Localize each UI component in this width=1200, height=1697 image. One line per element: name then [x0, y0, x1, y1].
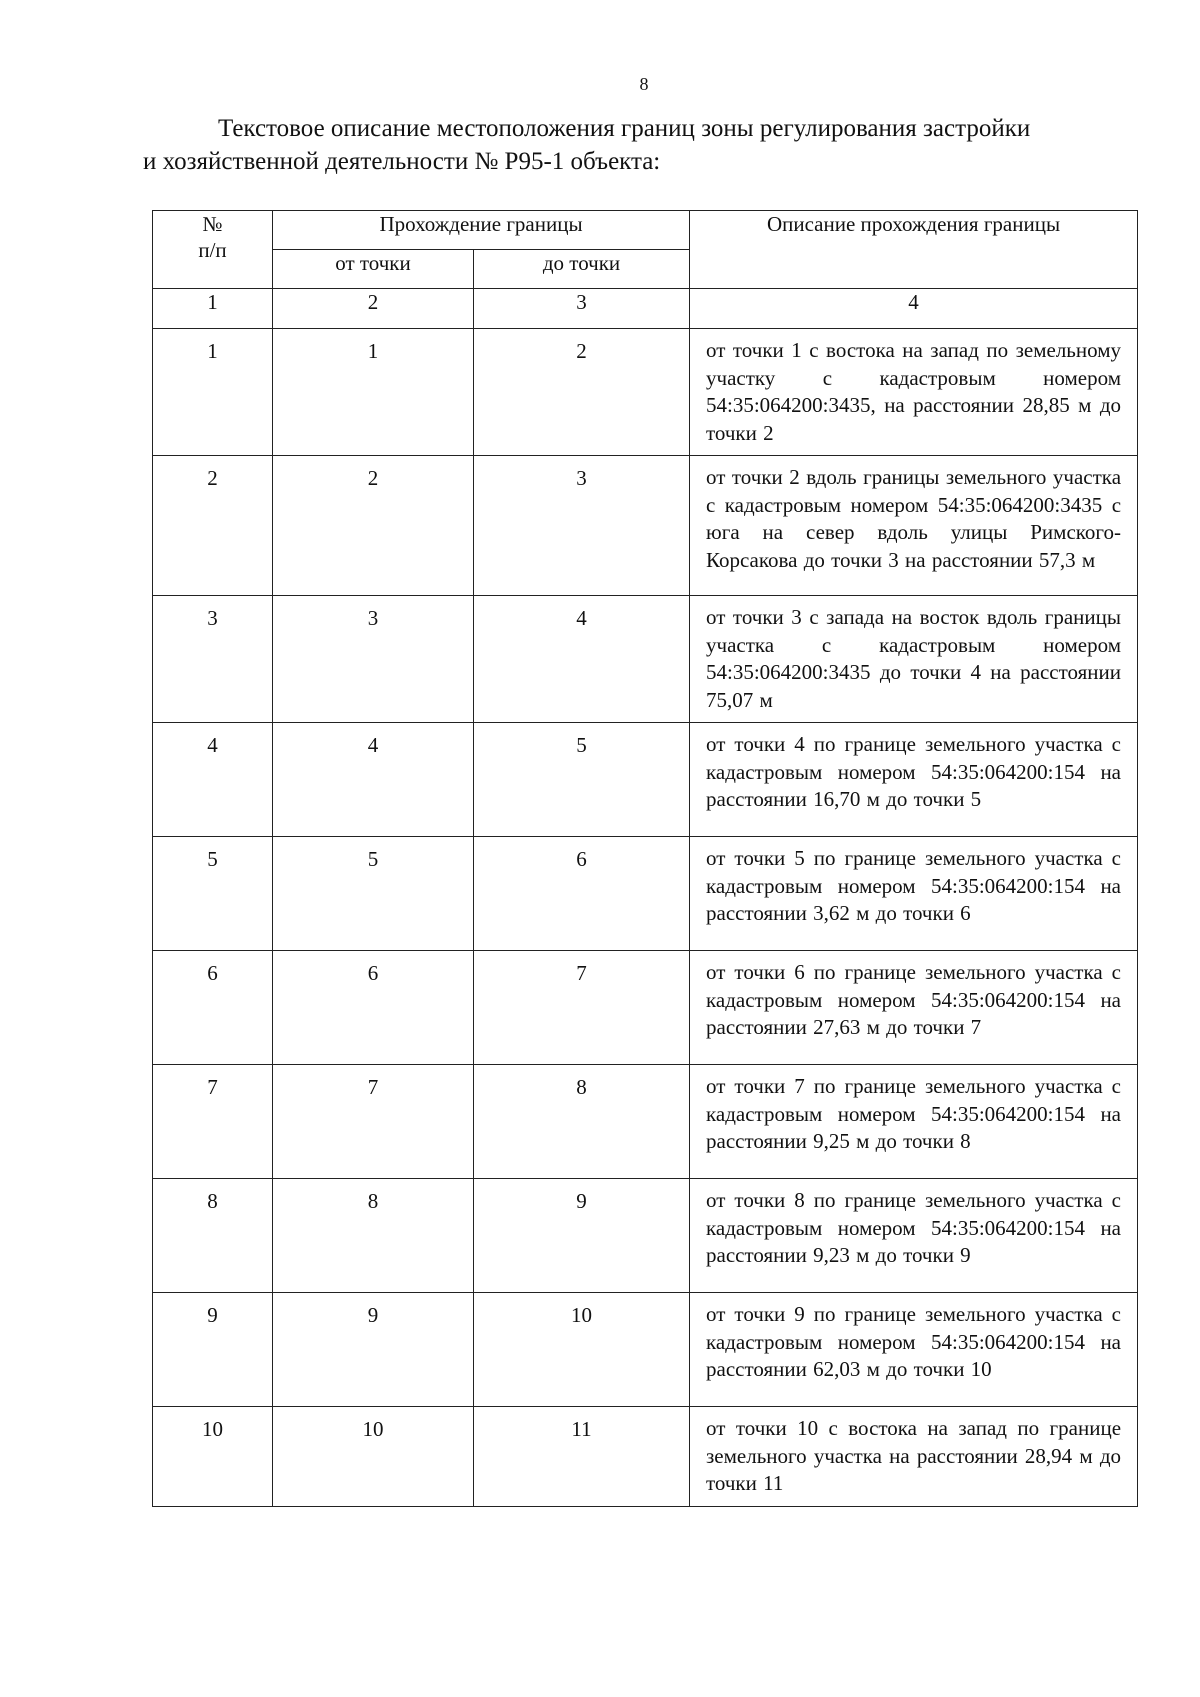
row-number-cell: 5 — [153, 837, 273, 951]
row-number-cell: 1 — [153, 329, 273, 456]
row-number-cell: 6 — [153, 951, 273, 1065]
from-point-cell: 1 — [273, 329, 474, 456]
header-boundary-passage: Прохождение границы — [273, 211, 690, 250]
description-cell: от точки 4 по границе земельного участка с кадастровым номером 54:35:064200:154 на расстоянии 16,70 м до точки 5 — [690, 723, 1138, 837]
to-point-cell: 6 — [474, 837, 690, 951]
table-row — [153, 1293, 1138, 1407]
column-number-cell: 3 — [474, 289, 690, 329]
to-point-cell: 4 — [474, 596, 690, 723]
description-cell: от точки 3 с запада на восток вдоль границы участка с кадастровым номером 54:35:064200:3435 до точки 4 на расстоянии 75,07 м — [690, 596, 1138, 723]
row-number-cell: 8 — [153, 1179, 273, 1293]
to-point-cell: 9 — [474, 1179, 690, 1293]
header-to-point: до точки — [474, 250, 690, 289]
header-row-number — [153, 211, 273, 289]
from-point-cell: 7 — [273, 1065, 474, 1179]
table-row — [153, 837, 1138, 951]
to-point-cell: 7 — [474, 951, 690, 1065]
table-row — [153, 596, 1138, 723]
header-row-number-label: № п/п — [198, 212, 227, 262]
from-point-cell: 4 — [273, 723, 474, 837]
to-point-cell: 5 — [474, 723, 690, 837]
row-number-cell: 7 — [153, 1065, 273, 1179]
table-row — [153, 456, 1138, 596]
to-point-cell: 10 — [474, 1293, 690, 1407]
document-heading — [143, 112, 1143, 178]
description-cell: от точки 8 по границе земельного участка с кадастровым номером 54:35:064200:154 на расстоянии 9,23 м до точки 9 — [690, 1179, 1138, 1293]
to-point-cell: 3 — [474, 456, 690, 596]
description-cell: от точки 9 по границе земельного участка с кадастровым номером 54:35:064200:154 на расстоянии 62,03 м до точки 10 — [690, 1293, 1138, 1407]
column-number-cell: 1 — [153, 289, 273, 329]
row-number-cell: 10 — [153, 1407, 273, 1507]
from-point-cell: 9 — [273, 1293, 474, 1407]
table-row — [153, 329, 1138, 456]
row-number-cell: 3 — [153, 596, 273, 723]
description-cell: от точки 2 вдоль границы земельного участка с кадастровым номером 54:35:064200:3435 с юга на север вдоль улицы Римского-Корсакова до точки 3 на расстоянии 57,3 м — [690, 456, 1138, 596]
row-number-cell: 4 — [153, 723, 273, 837]
to-point-cell: 8 — [474, 1065, 690, 1179]
to-point-cell: 11 — [474, 1407, 690, 1507]
from-point-cell: 6 — [273, 951, 474, 1065]
heading-line-2: и хозяйственной деятельности № Р95-1 объекта: — [143, 148, 661, 175]
header-boundary-description: Описание прохождения границы — [690, 211, 1138, 289]
table-body — [153, 289, 1138, 1507]
description-cell: от точки 5 по границе земельного участка с кадастровым номером 54:35:064200:154 на расстоянии 3,62 м до точки 6 — [690, 837, 1138, 951]
from-point-cell: 5 — [273, 837, 474, 951]
description-cell: от точки 1 с востока на запад по земельному участку с кадастровым номером 54:35:064200:3435, на расстоянии 28,85 м до точки 2 — [690, 329, 1138, 456]
row-number-cell: 2 — [153, 456, 273, 596]
boundary-description-table — [152, 210, 1138, 1507]
to-point-cell: 2 — [474, 329, 690, 456]
page-number: 8 — [639, 74, 649, 94]
table-row — [153, 951, 1138, 1065]
description-cell: от точки 6 по границе земельного участка с кадастровым номером 54:35:064200:154 на расстоянии 27,63 м до точки 7 — [690, 951, 1138, 1065]
description-cell: от точки 10 с востока на запад по границе земельного участка на расстоянии 28,94 м до точки 11 — [690, 1407, 1138, 1507]
table-row — [153, 1407, 1138, 1507]
table-row — [153, 723, 1138, 837]
from-point-cell: 3 — [273, 596, 474, 723]
from-point-cell: 8 — [273, 1179, 474, 1293]
table-header — [153, 211, 1138, 289]
header-from-point: от точки — [273, 250, 474, 289]
heading-line-1: Текстовое описание местоположения границ зоны регулирования застройки — [218, 115, 1031, 142]
column-number-row — [153, 289, 1138, 329]
row-number-cell: 9 — [153, 1293, 273, 1407]
column-number-cell: 2 — [273, 289, 474, 329]
column-number-cell: 4 — [690, 289, 1138, 329]
table-row — [153, 1065, 1138, 1179]
from-point-cell: 2 — [273, 456, 474, 596]
from-point-cell: 10 — [273, 1407, 474, 1507]
table-row — [153, 1179, 1138, 1293]
description-cell: от точки 7 по границе земельного участка с кадастровым номером 54:35:064200:154 на расстоянии 9,25 м до точки 8 — [690, 1065, 1138, 1179]
